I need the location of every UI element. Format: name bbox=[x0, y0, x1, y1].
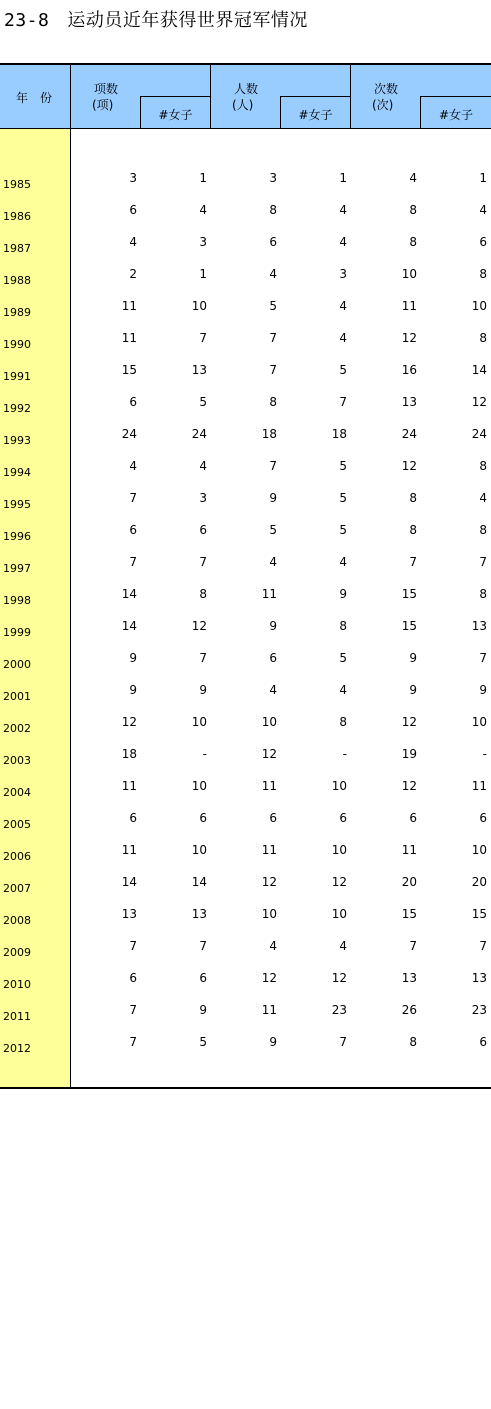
table-cell: 18 bbox=[121, 747, 137, 761]
table-cell: 1 bbox=[479, 171, 487, 185]
table-row bbox=[0, 426, 491, 458]
table-cell: 13 bbox=[471, 619, 487, 633]
table-cell: 14 bbox=[121, 619, 137, 633]
table-cell: 13 bbox=[401, 395, 417, 409]
table-cell: 18 bbox=[261, 427, 277, 441]
table-cell: 1 bbox=[339, 171, 347, 185]
table-cell: 7 bbox=[269, 331, 277, 345]
header-divider bbox=[420, 96, 491, 97]
table-cell: 7 bbox=[409, 939, 417, 953]
table-cell: 3 bbox=[129, 171, 137, 185]
table-cell: 12 bbox=[401, 331, 417, 345]
table-cell: 4 bbox=[199, 203, 207, 217]
page-title bbox=[4, 6, 308, 32]
table-cell: 11 bbox=[471, 779, 487, 793]
table-cell: 5 bbox=[339, 651, 347, 665]
table-cell: 4 bbox=[479, 203, 487, 217]
row-year: 1994 bbox=[3, 466, 31, 479]
table-cell: 12 bbox=[191, 619, 207, 633]
table-cell: 10 bbox=[191, 779, 207, 793]
table-cell: 11 bbox=[261, 1003, 277, 1017]
table-title: 运动员近年获得世界冠军情况 bbox=[67, 10, 308, 31]
row-year: 1986 bbox=[3, 210, 31, 223]
table-row bbox=[0, 298, 491, 330]
table-cell: 9 bbox=[269, 1035, 277, 1049]
table-cell: 11 bbox=[121, 843, 137, 857]
table-cell: 10 bbox=[191, 715, 207, 729]
table-cell: 1 bbox=[199, 267, 207, 281]
table-cell: 6 bbox=[409, 811, 417, 825]
table-cell: 6 bbox=[269, 651, 277, 665]
table-cell: 12 bbox=[261, 747, 277, 761]
table-cell: 8 bbox=[339, 715, 347, 729]
table-cell: 8 bbox=[479, 587, 487, 601]
table-cell: 12 bbox=[331, 875, 347, 889]
table-cell: 10 bbox=[471, 299, 487, 313]
table-cell: 4 bbox=[339, 683, 347, 697]
table-cell: 10 bbox=[331, 843, 347, 857]
table-row bbox=[0, 266, 491, 298]
table-cell: 4 bbox=[409, 171, 417, 185]
table-cell: 5 bbox=[269, 523, 277, 537]
table-row bbox=[0, 490, 491, 522]
table-cell: 4 bbox=[339, 331, 347, 345]
table-row bbox=[0, 874, 491, 906]
table-row bbox=[0, 810, 491, 842]
table-cell: 4 bbox=[129, 459, 137, 473]
table-cell: 11 bbox=[261, 843, 277, 857]
table-cell: - bbox=[342, 747, 347, 761]
table-cell: 10 bbox=[331, 779, 347, 793]
table-cell: 8 bbox=[339, 619, 347, 633]
table-cell: 4 bbox=[339, 299, 347, 313]
row-year: 2002 bbox=[3, 722, 31, 735]
table-cell: 9 bbox=[199, 683, 207, 697]
table-cell: 6 bbox=[199, 811, 207, 825]
table-cell: 4 bbox=[269, 939, 277, 953]
header-people-label: 人数 bbox=[234, 82, 259, 96]
table-cell: 5 bbox=[339, 459, 347, 473]
table-cell: 14 bbox=[121, 875, 137, 889]
row-year: 1999 bbox=[3, 626, 31, 639]
table-cell: 8 bbox=[409, 1035, 417, 1049]
table-cell: 8 bbox=[269, 203, 277, 217]
table-cell: 6 bbox=[269, 235, 277, 249]
row-year: 1997 bbox=[3, 562, 31, 575]
row-year: 2006 bbox=[3, 850, 31, 863]
header-divider bbox=[350, 65, 351, 129]
table-cell: 7 bbox=[199, 651, 207, 665]
row-year: 2005 bbox=[3, 818, 31, 831]
table-cell: 15 bbox=[401, 907, 417, 921]
header-people-unit: (人) bbox=[232, 98, 254, 112]
table-cell: 6 bbox=[129, 811, 137, 825]
table-cell: 4 bbox=[339, 555, 347, 569]
table-cell: 12 bbox=[261, 875, 277, 889]
row-year: 1993 bbox=[3, 434, 31, 447]
table-cell: 12 bbox=[401, 715, 417, 729]
table-cell: 12 bbox=[471, 395, 487, 409]
table-cell: 11 bbox=[261, 587, 277, 601]
table-cell: 9 bbox=[269, 619, 277, 633]
table-cell: 26 bbox=[401, 1003, 417, 1017]
table-cell: 6 bbox=[199, 971, 207, 985]
header-people-female: #女子 bbox=[298, 108, 333, 122]
table-cell: 6 bbox=[479, 1035, 487, 1049]
table-cell: 11 bbox=[121, 331, 137, 345]
table-cell: 24 bbox=[191, 427, 207, 441]
table-cell: 15 bbox=[471, 907, 487, 921]
table-cell: 9 bbox=[409, 651, 417, 665]
table-cell: 20 bbox=[401, 875, 417, 889]
row-year: 2007 bbox=[3, 882, 31, 895]
table-cell: 6 bbox=[339, 811, 347, 825]
table-row bbox=[0, 778, 491, 810]
table-row bbox=[0, 618, 491, 650]
table-cell: 11 bbox=[401, 843, 417, 857]
table-cell: 7 bbox=[129, 491, 137, 505]
table-cell: 9 bbox=[199, 1003, 207, 1017]
row-year: 2012 bbox=[3, 1042, 31, 1055]
table-row bbox=[0, 170, 491, 202]
table-cell: 7 bbox=[339, 395, 347, 409]
table-cell: 6 bbox=[129, 203, 137, 217]
table-row bbox=[0, 234, 491, 266]
table-cell: 9 bbox=[339, 587, 347, 601]
table-row bbox=[0, 714, 491, 746]
table-cell: 9 bbox=[479, 683, 487, 697]
row-year: 2010 bbox=[3, 978, 31, 991]
table-cell: 5 bbox=[339, 491, 347, 505]
table-cell: 3 bbox=[199, 491, 207, 505]
table-cell: 15 bbox=[121, 363, 137, 377]
row-year: 1998 bbox=[3, 594, 31, 607]
table-cell: 14 bbox=[471, 363, 487, 377]
table-bottom-rule bbox=[0, 1087, 491, 1089]
table-cell: 9 bbox=[129, 683, 137, 697]
table-cell: 8 bbox=[409, 203, 417, 217]
table-cell: 13 bbox=[191, 907, 207, 921]
table-cell: 10 bbox=[401, 267, 417, 281]
table-cell: 10 bbox=[261, 907, 277, 921]
table-cell: 4 bbox=[339, 939, 347, 953]
table-cell: 4 bbox=[479, 491, 487, 505]
table-cell: 7 bbox=[129, 1035, 137, 1049]
table-cell: 13 bbox=[121, 907, 137, 921]
table-row bbox=[0, 746, 491, 778]
table-cell: 12 bbox=[401, 459, 417, 473]
table-cell: 8 bbox=[479, 459, 487, 473]
table-row bbox=[0, 682, 491, 714]
table-cell: 4 bbox=[199, 459, 207, 473]
table-cell: 12 bbox=[261, 971, 277, 985]
row-year: 2004 bbox=[3, 786, 31, 799]
table-cell: 9 bbox=[269, 491, 277, 505]
table-cell: 7 bbox=[199, 939, 207, 953]
table-cell: 5 bbox=[339, 363, 347, 377]
table-cell: 16 bbox=[401, 363, 417, 377]
table-cell: 12 bbox=[121, 715, 137, 729]
table-row bbox=[0, 458, 491, 490]
header-times-female: #女子 bbox=[438, 108, 474, 122]
header-divider bbox=[140, 96, 210, 97]
table-cell: 7 bbox=[129, 939, 137, 953]
row-year: 1987 bbox=[3, 242, 31, 255]
row-year: 2001 bbox=[3, 690, 31, 703]
table-cell: 8 bbox=[479, 267, 487, 281]
table-cell: 10 bbox=[191, 299, 207, 313]
row-year: 1990 bbox=[3, 338, 31, 351]
table-cell: 4 bbox=[269, 683, 277, 697]
row-year: 1995 bbox=[3, 498, 31, 511]
header-items-female: #女子 bbox=[158, 108, 193, 122]
table-cell: 24 bbox=[401, 427, 417, 441]
row-year: 1991 bbox=[3, 370, 31, 383]
row-year: 2011 bbox=[3, 1010, 31, 1023]
table-cell: 9 bbox=[129, 651, 137, 665]
header-items-unit: (项) bbox=[92, 98, 114, 112]
table-cell: 10 bbox=[471, 715, 487, 729]
table-cell: 11 bbox=[121, 299, 137, 313]
table-cell: 7 bbox=[479, 651, 487, 665]
table-cell: 5 bbox=[199, 395, 207, 409]
table-cell: 10 bbox=[471, 843, 487, 857]
table-cell: 7 bbox=[269, 363, 277, 377]
table-cell: 7 bbox=[479, 939, 487, 953]
table-cell: 23 bbox=[471, 1003, 487, 1017]
table-cell: - bbox=[202, 747, 207, 761]
row-year: 1985 bbox=[3, 178, 31, 191]
table-row bbox=[0, 906, 491, 938]
header-year-label: 年 份 bbox=[16, 91, 53, 105]
table-cell: 14 bbox=[121, 587, 137, 601]
table-cell: 12 bbox=[331, 971, 347, 985]
table-cell: 13 bbox=[191, 363, 207, 377]
table-cell: 6 bbox=[129, 971, 137, 985]
table-cell: 24 bbox=[121, 427, 137, 441]
table-cell: 4 bbox=[269, 555, 277, 569]
table-cell: 6 bbox=[199, 523, 207, 537]
row-year: 2009 bbox=[3, 946, 31, 959]
table-row bbox=[0, 202, 491, 234]
table-cell: 12 bbox=[401, 779, 417, 793]
table-cell: 4 bbox=[339, 203, 347, 217]
table-cell: 8 bbox=[479, 523, 487, 537]
table-cell: 6 bbox=[479, 811, 487, 825]
table-cell: 4 bbox=[339, 235, 347, 249]
row-year: 1989 bbox=[3, 306, 31, 319]
table-cell: 19 bbox=[401, 747, 417, 761]
table-cell: 9 bbox=[409, 683, 417, 697]
header-divider bbox=[210, 65, 211, 129]
table-cell: 7 bbox=[479, 555, 487, 569]
table-row bbox=[0, 554, 491, 586]
table-cell: 11 bbox=[401, 299, 417, 313]
header-times-unit: (次) bbox=[372, 98, 394, 112]
table-number: 23-8 bbox=[4, 10, 50, 31]
table-cell: 13 bbox=[471, 971, 487, 985]
table-cell: 18 bbox=[331, 427, 347, 441]
table-cell: 6 bbox=[129, 395, 137, 409]
table-cell: 3 bbox=[199, 235, 207, 249]
table-row bbox=[0, 1034, 491, 1066]
table-cell: 6 bbox=[479, 235, 487, 249]
table-cell: 11 bbox=[261, 779, 277, 793]
row-year: 1992 bbox=[3, 402, 31, 415]
table-cell: 23 bbox=[331, 1003, 347, 1017]
table-cell: 24 bbox=[471, 427, 487, 441]
table-cell: 2 bbox=[129, 267, 137, 281]
table-cell: 14 bbox=[191, 875, 207, 889]
table-cell: 15 bbox=[401, 619, 417, 633]
table-cell: 5 bbox=[269, 299, 277, 313]
table-cell: 8 bbox=[269, 395, 277, 409]
table-cell: 11 bbox=[121, 779, 137, 793]
header-divider bbox=[280, 96, 350, 97]
table-cell: 13 bbox=[401, 971, 417, 985]
row-year: 2008 bbox=[3, 914, 31, 927]
table-cell: 7 bbox=[269, 459, 277, 473]
table-cell: 7 bbox=[199, 555, 207, 569]
table-cell: 8 bbox=[409, 491, 417, 505]
table-row bbox=[0, 842, 491, 874]
table-cell: 7 bbox=[339, 1035, 347, 1049]
table-cell: 15 bbox=[401, 587, 417, 601]
table-row bbox=[0, 970, 491, 1002]
row-year: 1988 bbox=[3, 274, 31, 287]
row-year: 2003 bbox=[3, 754, 31, 767]
table-cell: 4 bbox=[269, 267, 277, 281]
table-cell: 6 bbox=[269, 811, 277, 825]
table-cell: 8 bbox=[479, 331, 487, 345]
row-year: 2000 bbox=[3, 658, 31, 671]
table-cell: 8 bbox=[409, 523, 417, 537]
table-cell: 7 bbox=[129, 555, 137, 569]
table-row bbox=[0, 394, 491, 426]
table-row bbox=[0, 362, 491, 394]
header-times-label: 次数 bbox=[374, 82, 399, 96]
table-cell: 5 bbox=[339, 523, 347, 537]
table-cell: 6 bbox=[129, 523, 137, 537]
table-cell: 8 bbox=[199, 587, 207, 601]
table-row bbox=[0, 1002, 491, 1034]
table-row bbox=[0, 330, 491, 362]
table-cell: 3 bbox=[339, 267, 347, 281]
table-cell: 7 bbox=[409, 555, 417, 569]
row-year: 1996 bbox=[3, 530, 31, 543]
table-cell: 20 bbox=[471, 875, 487, 889]
header-bottom-rule bbox=[0, 128, 491, 129]
header-items-label: 项数 bbox=[94, 82, 119, 96]
table-cell: 1 bbox=[199, 171, 207, 185]
table-cell: 7 bbox=[129, 1003, 137, 1017]
table-cell: 5 bbox=[199, 1035, 207, 1049]
header-divider bbox=[70, 65, 71, 129]
table-cell: 10 bbox=[261, 715, 277, 729]
table-cell: 10 bbox=[331, 907, 347, 921]
table-row bbox=[0, 938, 491, 970]
table-cell: 3 bbox=[269, 171, 277, 185]
table-cell: 4 bbox=[129, 235, 137, 249]
table-row bbox=[0, 586, 491, 618]
table-cell: 10 bbox=[191, 843, 207, 857]
table-row bbox=[0, 650, 491, 682]
table-cell: 7 bbox=[199, 331, 207, 345]
table-cell: - bbox=[482, 747, 487, 761]
table-cell: 8 bbox=[409, 235, 417, 249]
table-row bbox=[0, 522, 491, 554]
